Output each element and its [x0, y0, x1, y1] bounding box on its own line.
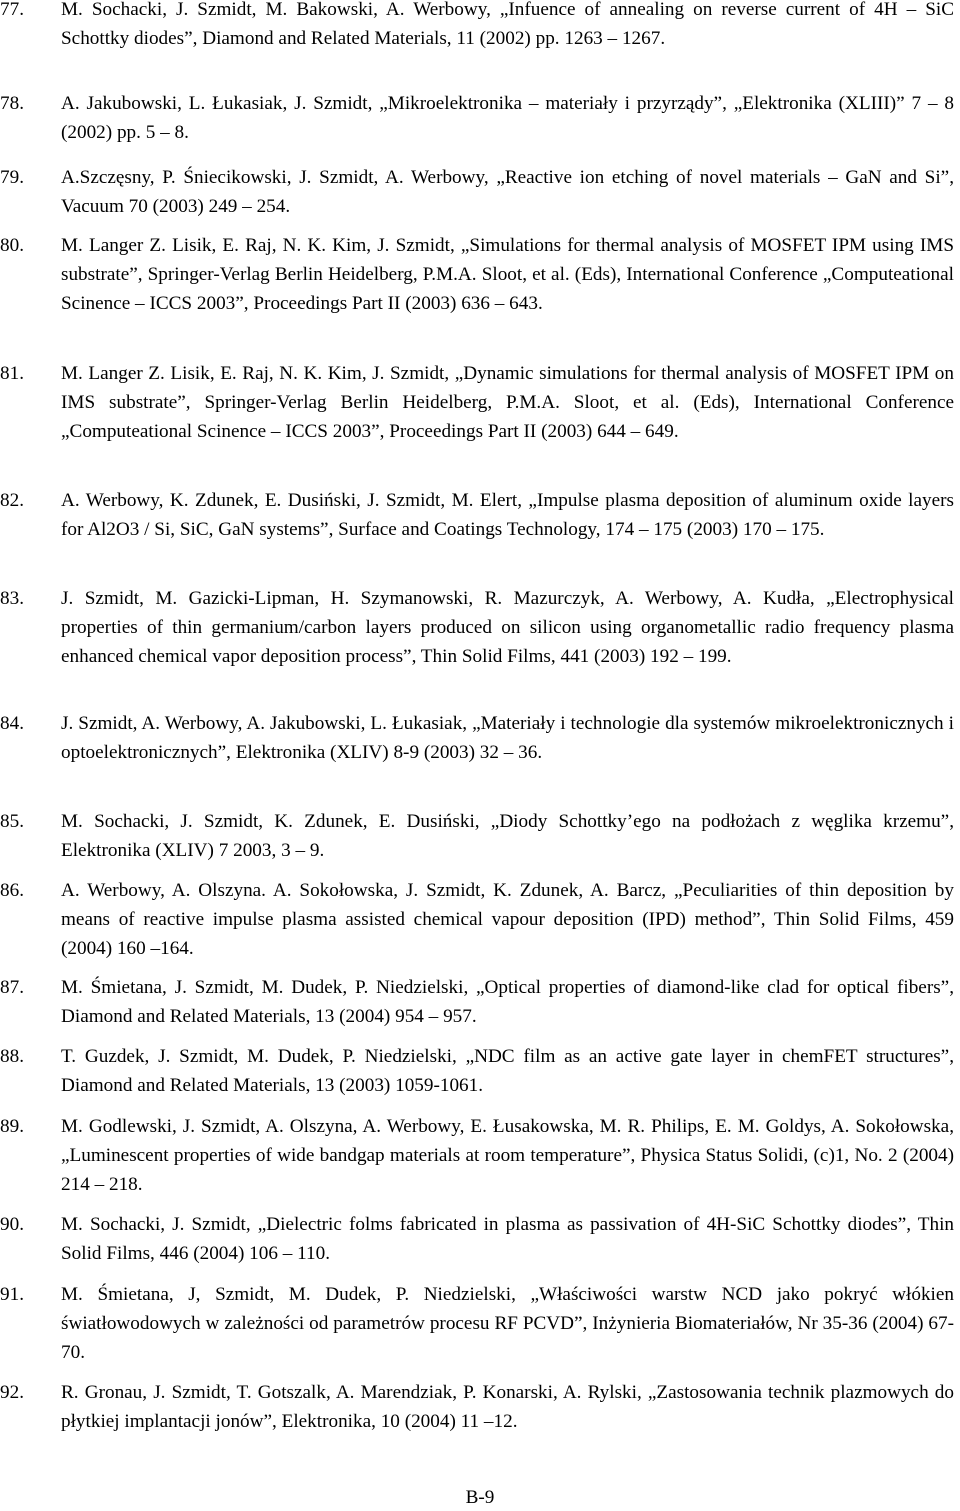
- reference-number: 91.: [0, 1284, 24, 1305]
- reference-number: 90.: [0, 1214, 24, 1235]
- reference-text: M. Sochacki, J. Szmidt, M. Bakowski, A. Werbowy, „Infuence of annealing on reverse current of 4H – SiC Schottky diodes”, Diamond and Related Materials, 11 (2002) pp. 1263 – 1267.: [61, 0, 954, 49]
- reference-text: A.Szczęsny, P. Śniecikowski, J. Szmidt, A. Werbowy, „Reactive ion etching of novel materials – GaN and Si”, Vacuum 70 (2003) 249 – 254.: [61, 167, 954, 217]
- reference-text: A. Jakubowski, L. Łukasiak, J. Szmidt, „Mikroelektronika – materiały i przyrządy”, „Elektronika (XLIII)” 7 – 8 (2002) pp. 5 – 8.: [61, 93, 954, 143]
- reference-text: T. Guzdek, J. Szmidt, M. Dudek, P. Niedzielski, „NDC film as an active gate layer in chemFET structures”, Diamond and Related Materials, 13 (2003) 1059-1061.: [61, 1046, 954, 1096]
- reference-number: 83.: [0, 588, 24, 609]
- reference-text: J. Szmidt, A. Werbowy, A. Jakubowski, L. Łukasiak, „Materiały i technologie dla systemów mikroelektronicznych i optoelektronicznych”, Elektronika (XLIV) 8-9 (2003) 32 – 36.: [61, 713, 954, 763]
- reference-number: 92.: [0, 1382, 24, 1403]
- reference-number: 78.: [0, 93, 24, 114]
- reference-number: 79.: [0, 167, 24, 188]
- reference-number: 84.: [0, 713, 24, 734]
- reference-number: 82.: [0, 490, 24, 511]
- reference-number: 88.: [0, 1046, 24, 1067]
- reference-text: J. Szmidt, M. Gazicki-Lipman, H. Szymanowski, R. Mazurczyk, A. Werbowy, A. Kudła, „Electrophysical properties of thin germanium/carbon layers produced on silicon using organometallic radio frequency plasma enhanced chemical vapor deposition process”, Thin Solid Films, 441 (2003) 192 – 199.: [61, 588, 954, 667]
- reference-number: 87.: [0, 977, 24, 998]
- reference-text: M. Godlewski, J. Szmidt, A. Olszyna, A. Werbowy, E. Łusakowska, M. R. Philips, E. M. Goldys, A. Sokołowska, „Luminescent properties of wide bandgap materials at room temperature”, Physica Status Solidi, (c)1, No. 2 (2004) 214 – 218.: [61, 1116, 954, 1195]
- reference-number: 81.: [0, 363, 24, 384]
- reference-number: 85.: [0, 811, 24, 832]
- reference-text: R. Gronau, J. Szmidt, T. Gotszalk, A. Marendziak, P. Konarski, A. Rylski, „Zastosowania technik plazmowych do płytkiej implantacji jonów”, Elektronika, 10 (2004) 11 –12.: [61, 1382, 954, 1432]
- reference-number: 80.: [0, 235, 24, 256]
- reference-number: 77.: [0, 0, 24, 20]
- reference-text: M. Sochacki, J. Szmidt, K. Zdunek, E. Dusiński, „Diody Schottky’ego na podłożach z węglika krzemu”, Elektronika (XLIV) 7 2003, 3 – 9.: [61, 811, 954, 861]
- reference-text: M. Śmietana, J, Szmidt, M. Dudek, P. Niedzielski, „Właściwości warstw NCD jako pokryć włókien światłowodowych w zależności od parametrów procesu RF PCVD”, Inżynieria Biomateriałów, Nr 35-36 (2004) 67-70.: [61, 1284, 954, 1363]
- reference-text: M. Sochacki, J. Szmidt, „Dielectric folms fabricated in plasma as passivation of 4H-SiC Schottky diodes”, Thin Solid Films, 446 (2004) 106 – 110.: [61, 1214, 954, 1264]
- reference-text: A. Werbowy, K. Zdunek, E. Dusiński, J. Szmidt, M. Elert, „Impulse plasma deposition of aluminum oxide layers for Al2O3 / Si, SiC, GaN systems”, Surface and Coatings Technology, 174 – 175 (2003) 170 – 175.: [61, 490, 954, 540]
- reference-text: A. Werbowy, A. Olszyna. A. Sokołowska, J. Szmidt, K. Zdunek, A. Barcz, „Peculiarities of thin deposition by means of reactive impulse plasma assisted chemical vapour deposition (IPD) method”, Thin Solid Films, 459 (2004) 160 –164.: [61, 880, 954, 959]
- reference-number: 89.: [0, 1116, 24, 1137]
- reference-text: M. Langer Z. Lisik, E. Raj, N. K. Kim, J. Szmidt, „Dynamic simulations for thermal analysis of MOSFET IPM on IMS substrate”, Springer-Verlag Berlin Heidelberg, P.M.A. Sloot, et al. (Eds), International Conference „Computeational Scinence – ICCS 2003”, Proceedings Part II (2003) 644 – 649.: [61, 363, 954, 442]
- reference-number: 86.: [0, 880, 24, 901]
- reference-text: M. Śmietana, J. Szmidt, M. Dudek, P. Niedzielski, „Optical properties of diamond-like clad for optical fibers”, Diamond and Related Materials, 13 (2004) 954 – 957.: [61, 977, 954, 1027]
- reference-text: M. Langer Z. Lisik, E. Raj, N. K. Kim, J. Szmidt, „Simulations for thermal analysis of MOSFET IPM using IMS substrate”, Springer-Verlag Berlin Heidelberg, P.M.A. Sloot, et al. (Eds), International Conference „Computeational Scinence – ICCS 2003”, Proceedings Part II (2003) 636 – 643.: [61, 235, 954, 314]
- page-number: B-9: [465, 1487, 495, 1508]
